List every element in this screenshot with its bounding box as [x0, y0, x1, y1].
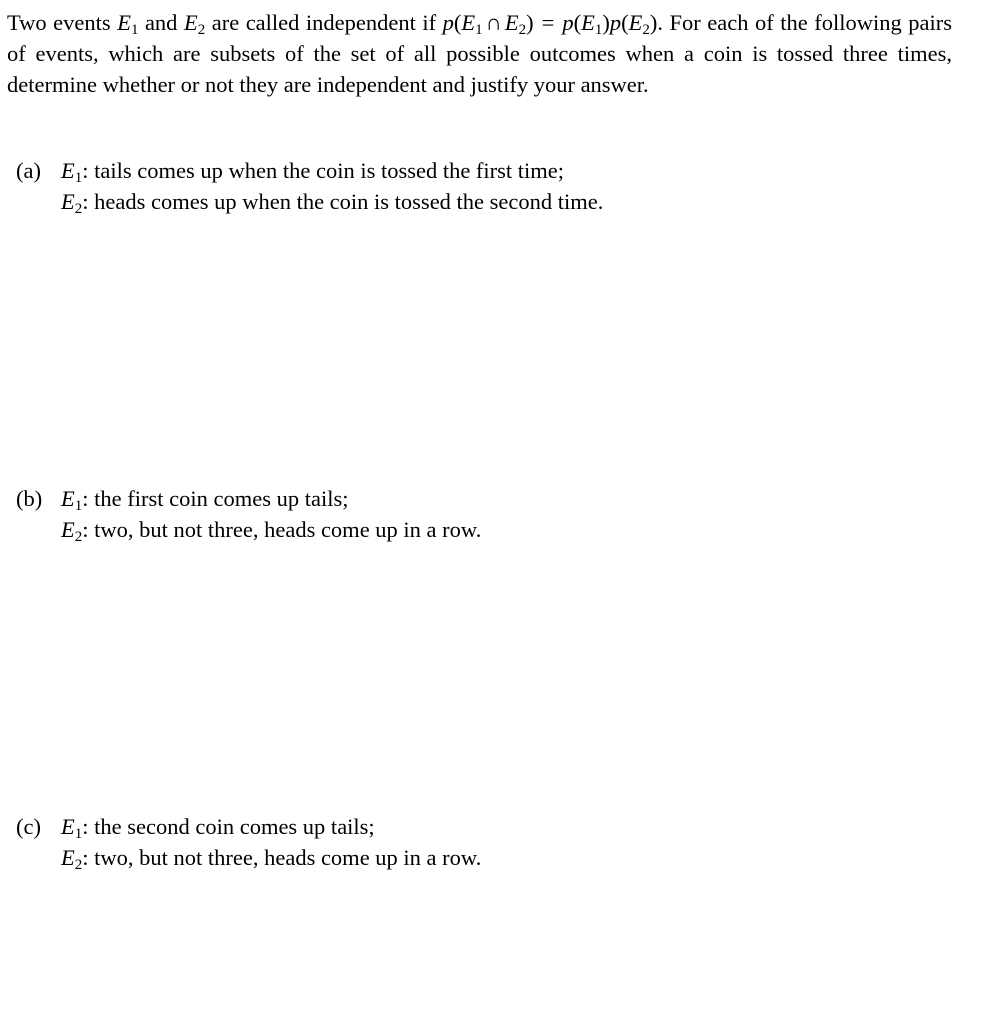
event-e2-symbol: $E_2$: [61, 189, 83, 217]
part-b-line-2: [16, 514, 481, 545]
event-e1-description: : the first coin comes up tails;: [82, 486, 349, 511]
part-label: (b): [16, 486, 43, 511]
part-c: [16, 811, 481, 873]
part-label: (c): [16, 814, 41, 839]
part-label: (a): [16, 158, 41, 183]
intro-paragraph: [7, 7, 952, 100]
part-a-line-1: [16, 155, 603, 186]
part-a-line-2: [16, 186, 603, 217]
intro-text-3: are called independent if: [205, 10, 443, 35]
event-e1-symbol: $E_1$: [61, 158, 83, 186]
event-e2-description: : heads comes up when the coin is tossed the second time.: [82, 189, 604, 214]
event-e1-symbol: $E_1$: [61, 814, 83, 842]
event-e1-description: : the second coin comes up tails;: [82, 814, 375, 839]
intro-text-1: Two events: [7, 10, 118, 35]
part-a: [16, 155, 603, 217]
event-e1-symbol: $E_1$: [61, 486, 83, 514]
part-b: [16, 483, 481, 545]
event-e2-symbol: $E_2$: [183, 10, 206, 38]
intro-text-4: For each of the following pairs of events, which are subsets of the set of all possible outcomes when a coin is tossed three times, determine whether or not they are independent and justify your answer.: [7, 10, 952, 97]
event-e1-description: : tails comes up when the coin is tossed the first time;: [82, 158, 565, 183]
event-e2-symbol: $E_2$: [61, 517, 83, 545]
part-c-line-2: [16, 842, 481, 873]
event-e2-symbol: $E_2$: [61, 845, 83, 873]
part-b-line-1: [16, 483, 481, 514]
event-e1-symbol: $E_1$: [117, 10, 139, 38]
event-e2-description: : two, but not three, heads come up in a row.: [82, 517, 482, 542]
intro-text-2: and: [138, 10, 184, 35]
event-e2-description: : two, but not three, heads come up in a row.: [82, 845, 482, 870]
independence-formula: $p(E_1$ ∩ $E_2) = p(E_1)p(E_2)$.: [442, 10, 663, 38]
part-c-line-1: [16, 811, 481, 842]
